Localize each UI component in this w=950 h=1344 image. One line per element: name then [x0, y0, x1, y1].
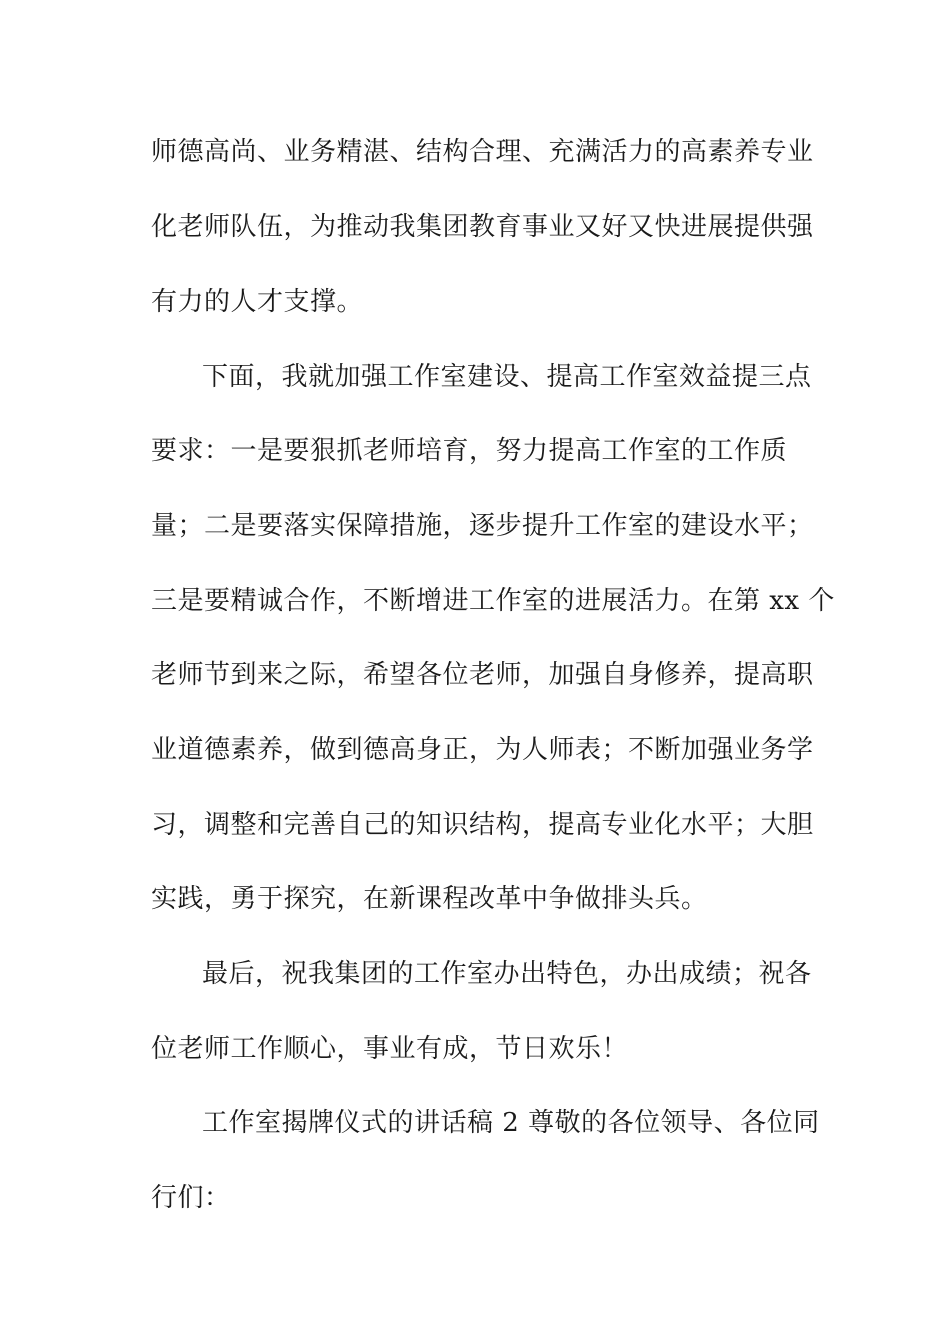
text-line-3: 有力的人才支撑。: [151, 287, 364, 317]
text-line-11: 实践，勇于探究，在新课程改革中争做排头兵。: [151, 884, 708, 914]
text-line-14: 工作室揭牌仪式的讲话稿 2 尊敬的各位领导、各位同: [202, 1108, 820, 1138]
text-line-7: 三是要精诚合作，不断增进工作室的进展活力。在第 xx 个: [151, 586, 835, 616]
text-line-8: 老师节到来之际，希望各位老师，加强自身修养，提高职: [151, 660, 814, 690]
text-line-5: 要求：一是要狠抓老师培育，努力提高工作室的工作质: [151, 436, 788, 466]
text-line-4: 下面，我就加强工作室建设、提高工作室效益提三点: [202, 362, 812, 392]
text-line-10: 习，调整和完善自己的知识结构，提高专业化水平；大胆: [151, 810, 814, 840]
text-line-2: 化老师队伍，为推动我集团教育事业又好又快进展提供强: [151, 212, 814, 242]
text-line-15: 行们：: [151, 1183, 231, 1213]
text-line-9: 业道德素养，做到德高身正，为人师表；不断加强业务学: [151, 735, 814, 765]
text-line-1: 师德高尚、业务精湛、结构合理、充满活力的高素养专业: [151, 137, 814, 167]
text-line-6: 量；二是要落实保障措施，逐步提升工作室的建设水平；: [151, 511, 814, 541]
text-line-13: 位老师工作顺心，事业有成，节日欢乐！: [151, 1034, 629, 1064]
text-line-12: 最后，祝我集团的工作室办出特色，办出成绩；祝各: [202, 959, 812, 989]
